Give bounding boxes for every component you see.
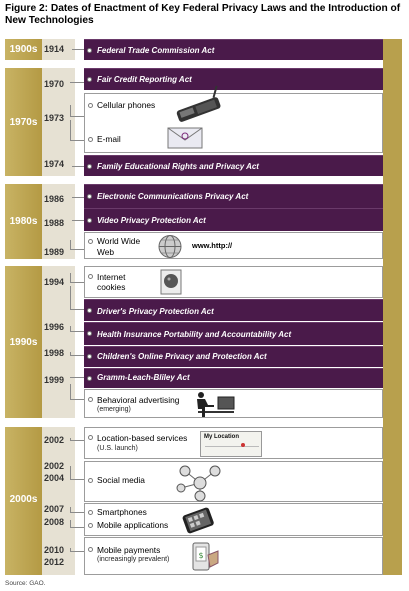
- my-location-label: My Location: [204, 434, 240, 440]
- tech-label-mobile-applications: Mobile applications: [97, 520, 169, 530]
- year-label: 2007: [44, 504, 65, 514]
- year-label: 1999: [44, 375, 65, 385]
- tech-label-social-media: Social media: [97, 475, 145, 485]
- law-bar-dppa: Driver's Privacy Protection Act: [84, 299, 383, 321]
- mobile-payment-icon: [190, 541, 220, 573]
- tech-label-world-wide: World Wide: [97, 236, 141, 246]
- cookie-icon: [159, 269, 183, 297]
- law-bar-ecpa: Electronic Communications Privacy Act: [84, 184, 383, 208]
- year-label: 2010: [44, 545, 65, 555]
- tech-label-cellular-phones: Cellular phones: [97, 100, 156, 110]
- year-label: 1973: [44, 113, 65, 123]
- year-label: 1914: [44, 44, 65, 54]
- tech-box-smartphones: [84, 503, 383, 536]
- computer-user-icon: [192, 391, 236, 418]
- law-bar-coppa: Children's Online Privacy and Protection Act: [84, 346, 383, 367]
- tech-label-location-services: Location-based services: [97, 433, 188, 443]
- tech-label-web: Web: [97, 247, 115, 257]
- year-label: 1996: [44, 322, 65, 332]
- year-label: 1988: [44, 218, 65, 228]
- tech-box-mobile-payments: [84, 537, 383, 575]
- source-note: Source: GAO.: [5, 580, 46, 587]
- law-bar-fcra: Fair Credit Reporting Act: [84, 68, 383, 90]
- tech-sublabel-us-launch: (U.S. launch): [97, 445, 138, 452]
- law-bar-glba: Gramm-Leach-Bliley Act: [84, 368, 383, 388]
- tech-box-social-media: [84, 461, 383, 502]
- law-bar-hipaa: Health Insurance Portability and Accountability Act: [84, 322, 383, 345]
- year-label: 1998: [44, 348, 65, 358]
- year-label: 1974: [44, 159, 65, 169]
- envelope-icon: [167, 127, 203, 149]
- decade-1970s: 1970s: [5, 68, 42, 176]
- decade-1990s: 1990s: [5, 266, 42, 418]
- year-label: 2004: [44, 473, 65, 483]
- year-label: 2002: [44, 461, 65, 471]
- cellphone-icon: [170, 96, 225, 120]
- globe-icon: [155, 234, 185, 259]
- law-bar-ferpa: Family Educational Rights and Privacy Act: [84, 155, 383, 176]
- year-label: 1986: [44, 194, 65, 204]
- tech-label-email: E-mail: [97, 134, 121, 144]
- tech-box-cookies: [84, 266, 383, 298]
- year-label: 2008: [44, 517, 65, 527]
- year-label: 2012: [44, 557, 65, 567]
- figure-title: Figure 2: Dates of Enactment of Key Federal Privacy Laws and the Introduction of New Technologies: [5, 3, 401, 26]
- tech-sublabel-emerging: (emerging): [97, 406, 131, 413]
- tech-sublabel-increasingly-prevalent: (increasingly prevalent): [97, 556, 170, 563]
- year-label: 1989: [44, 247, 65, 257]
- law-bar-vppa: Video Privacy Protection Act: [84, 208, 383, 231]
- tech-label-cookies: cookies: [97, 282, 126, 292]
- decade-1980s: 1980s: [5, 184, 42, 259]
- year-label: 1970: [44, 79, 65, 89]
- law-bar-ftc: Federal Trade Commission Act: [84, 39, 383, 60]
- decade-2000s: 2000s: [5, 427, 42, 575]
- decade-1900s: 1900s: [5, 39, 42, 60]
- year-label: 1994: [44, 277, 65, 287]
- tech-label-behavioral-advertising: Behavioral advertising: [97, 395, 180, 405]
- svg-text:$: $: [198, 551, 204, 560]
- tech-box-www: [84, 232, 383, 259]
- tech-label-mobile-payments: Mobile payments: [97, 545, 161, 555]
- tech-box-location: [84, 427, 383, 459]
- tech-box-behavioral-ads: [84, 389, 383, 418]
- social-network-icon: [175, 463, 225, 502]
- map-screenshot-icon: [200, 431, 262, 457]
- smartphone-icon: [180, 505, 216, 536]
- www-url-text: www.http://: [192, 241, 233, 250]
- gold-side-bar: [383, 39, 402, 575]
- tech-box-cellphones-email: [84, 93, 383, 153]
- tech-label-internet: Internet: [97, 272, 126, 282]
- year-label: 2002: [44, 435, 65, 445]
- tech-label-smartphones: Smartphones: [97, 507, 147, 517]
